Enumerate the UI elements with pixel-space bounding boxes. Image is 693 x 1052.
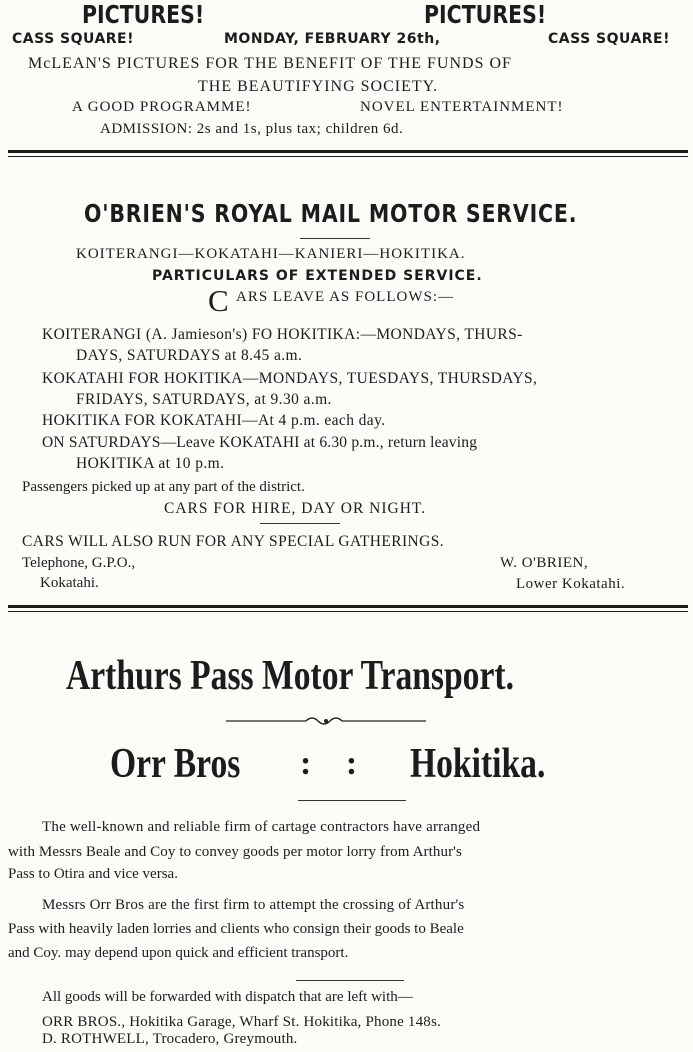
divider-middle-thin <box>8 611 688 612</box>
pictures-line-admission: ADMISSION: 2s and 1s, plus tax; children 6d. <box>100 121 404 137</box>
telephone-place: Kokatahi. <box>40 575 99 591</box>
para-arranged-3: Pass to Otira and vice versa. <box>8 866 178 882</box>
pictures-headline-right: PICTURES! <box>424 0 547 29</box>
cass-square-left: CASS SQUARE! <box>12 31 135 47</box>
schedule-koiterangi: KOITERANGI (A. Jamieson's) FO HOKITIKA:—MONDAYS, THURS- <box>42 326 523 343</box>
para-first-firm-3: and Coy. may depend upon quick and efficient transport. <box>8 945 349 961</box>
contact-orr-bros: ORR BROS., Hokitika Garage, Wharf St. Hokitika, Phone 148s. <box>42 1014 441 1030</box>
telephone-line: Telephone, G.P.O., <box>22 555 136 571</box>
schedule-saturdays-cont: HOKITIKA at 10 p.m. <box>76 455 225 472</box>
para-arranged-1: The well-known and reliable firm of cartage contractors have arranged <box>42 819 481 835</box>
para-first-firm-1: Messrs Orr Bros are the first firm to attempt the crossing of Arthur's <box>42 897 465 913</box>
contact-rothwell: D. ROTHWELL, Trocadero, Greymouth. <box>42 1031 298 1047</box>
flourish-ornament <box>226 714 426 728</box>
divider-middle <box>8 605 688 608</box>
pictures-line-benefit: McLEAN'S PICTURES FOR THE BENEFIT OF THE FUNDS OF <box>28 55 512 72</box>
obrien-title: O'BRIEN'S ROYAL MAIL MOTOR SERVICE. <box>84 199 578 228</box>
para-first-firm-2: Pass with heavily laden lorries and clients who consign their goods to Beale <box>8 921 464 937</box>
pictures-line-society: THE BEAUTIFYING SOCIETY. <box>198 78 439 95</box>
show-date: MONDAY, FEBRUARY 26th, <box>224 31 441 47</box>
cars-leave-drop-cap: C <box>208 283 229 318</box>
schedule-koiterangi-cont: DAYS, SATURDAYS at 8.45 a.m. <box>76 347 303 364</box>
arthurs-title: Arthurs Pass Motor Transport. <box>66 653 514 699</box>
divider-top-thin <box>8 156 688 157</box>
arthurs-bottom-rule <box>296 980 404 981</box>
cars-for-hire: CARS FOR HIRE, DAY OR NIGHT. <box>164 500 427 517</box>
para-dispatch: All goods will be forwarded with dispatch that are left with— <box>42 989 413 1005</box>
schedule-saturdays: ON SATURDAYS—Leave KOKATAHI at 6.30 p.m., return leaving <box>42 434 478 451</box>
special-gatherings: CARS WILL ALSO RUN FOR ANY SPECIAL GATHERINGS. <box>22 533 445 550</box>
cass-square-right: CASS SQUARE! <box>548 31 671 47</box>
firm-separator: : : <box>300 745 358 782</box>
schedule-hokitika: HOKITIKA FOR KOKATAHI—At 4 p.m. each day. <box>42 412 386 429</box>
para-arranged-2: with Messrs Beale and Coy to convey goods per motor lorry from Arthur's <box>8 844 462 860</box>
firm-name: Orr Bros <box>110 741 241 787</box>
schedule-kokatahi-cont: FRIDAYS, SATURDAYS, at 9.30 a.m. <box>76 391 332 408</box>
obrien-route: KOITERANGI—KOKATAHI—KANIERI—HOKITIKA. <box>76 246 466 262</box>
arthurs-title-underline <box>298 800 406 801</box>
divider-top <box>8 150 688 153</box>
obrien-mid-rule <box>260 523 340 524</box>
schedule-kokatahi: KOKATAHI FOR HOKITIKA—MONDAYS, TUESDAYS, THURSDAYS, <box>42 370 538 387</box>
pictures-line-entertainment: NOVEL ENTERTAINMENT! <box>360 99 564 115</box>
passengers-note: Passengers picked up at any part of the district. <box>22 479 305 495</box>
proprietor-place: Lower Kokatahi. <box>516 576 626 592</box>
firm-town: Hokitika. <box>410 741 546 787</box>
cars-leave-heading: ARS LEAVE AS FOLLOWS:— <box>236 289 454 305</box>
pictures-headline-left: PICTURES! <box>82 0 205 29</box>
obrien-particulars: PARTICULARS OF EXTENDED SERVICE. <box>152 268 483 284</box>
pictures-line-programme: A GOOD PROGRAMME! <box>72 99 252 115</box>
obrien-title-underline <box>300 238 370 239</box>
proprietor-name: W. O'BRIEN, <box>500 555 589 571</box>
